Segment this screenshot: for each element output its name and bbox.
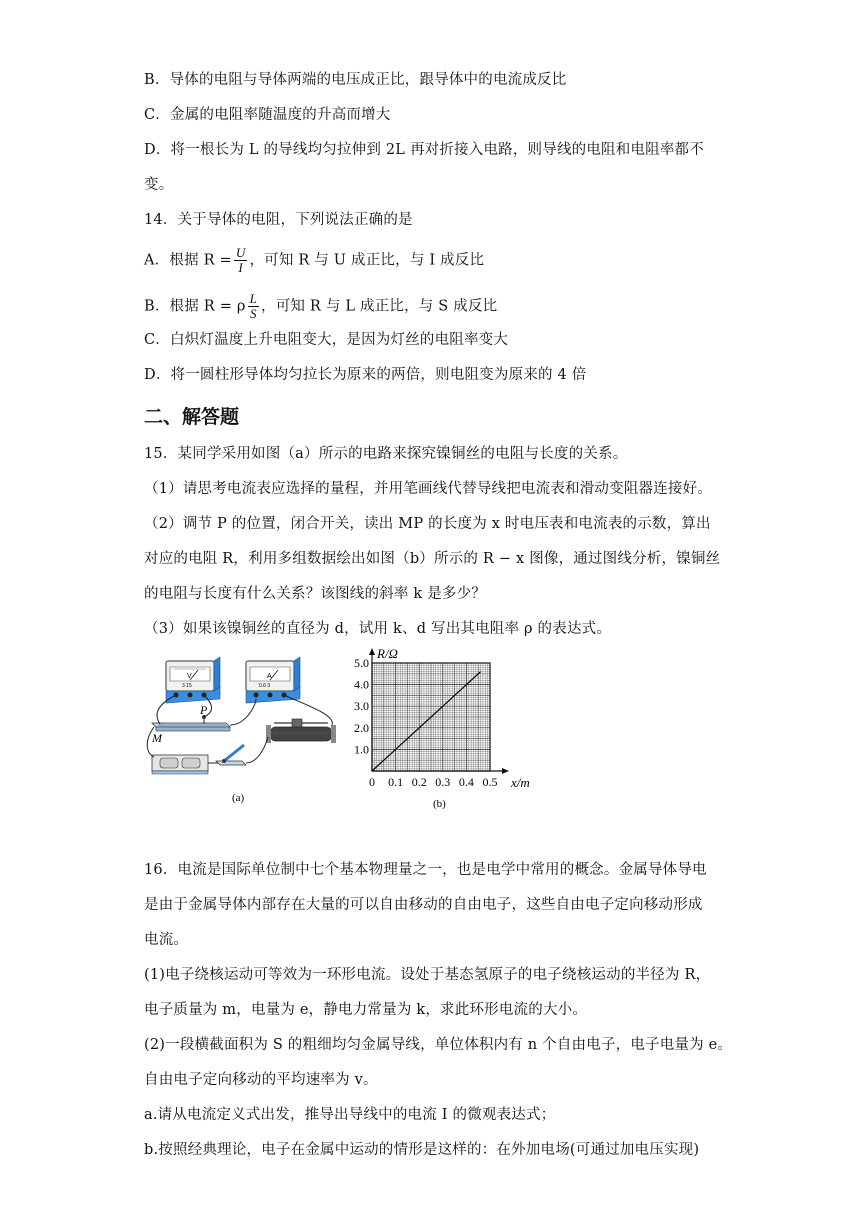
- q15-part1: （1）请思考电流表应选择的量程，并用笔画线代替导线把电流表和滑动变阻器连接好。: [144, 481, 713, 497]
- r-x-chart: [350, 645, 530, 815]
- figure-b-caption: (b): [433, 798, 446, 810]
- q15-part2-line1: （2）调节 P 的位置，闭合开关，读出 MP 的长度为 x 时电压表和电流表的示数，算出: [144, 516, 711, 532]
- y-axis-arrow: [369, 648, 375, 655]
- ammeter-ticks: 0.6 3: [259, 683, 271, 689]
- label-m: M: [152, 731, 162, 745]
- x-axis-label: x/m: [511, 775, 530, 790]
- q16-line3: 电流。: [144, 932, 189, 948]
- q13-option-b: B．导体的电阻与导体两端的电压成正比，跟导体中的电流成反比: [144, 72, 567, 88]
- q13-option-d-line1: D．将一根长为 L 的导线均匀拉伸到 2L 再对折接入电路，则导线的电阻和电阻率都不: [144, 142, 704, 158]
- x-tick-label: 0: [369, 775, 375, 789]
- x-tick-labels: [369, 775, 498, 789]
- y-tick-label: 1.0: [354, 742, 369, 757]
- q14-option-b: [144, 292, 497, 321]
- y-tick-label: 2.0: [354, 720, 369, 735]
- y-tick-label: 5.0: [354, 656, 369, 670]
- y-tick-label: 3.0: [354, 699, 369, 714]
- y-axis-label: R/Ω: [377, 646, 398, 661]
- q15-part2-line2: 对应的电阻 R，利用多组数据绘出如图（b）所示的 R − x 图像，通过图线分析，镍铜丝: [144, 551, 721, 567]
- fraction-numerator: L: [249, 291, 258, 306]
- fraction-denominator: I: [238, 260, 243, 275]
- x-tick-label: 0.3: [435, 775, 451, 789]
- label-p: P: [200, 703, 208, 717]
- figure-a-caption: (a): [232, 792, 245, 804]
- fraction-l-over-s: [248, 292, 259, 321]
- y-tick-labels: [354, 656, 369, 756]
- q14-b-prefix: B．根据 R = ρ: [144, 298, 246, 315]
- x-tick-label: 0.5: [482, 775, 498, 789]
- q14-a-suffix: ，可知 R 与 U 成正比，与 I 成反比: [249, 252, 485, 269]
- q16-part2b: b.按照经典理论，电子在金属中运动的情形是这样的：在外加电场(可通过加电压实现): [144, 1142, 700, 1158]
- switch-icon: [216, 745, 246, 765]
- fraction-denominator: S: [249, 306, 257, 321]
- x-axis-arrow: [502, 768, 509, 774]
- section-heading: 二、解答题: [144, 406, 240, 428]
- circuit-figure-a: [146, 655, 346, 810]
- q14-option-a: [144, 246, 484, 275]
- q13-option-c: C．金属的电阻率随温度的升高而增大: [144, 107, 391, 123]
- q15-part2-line3: 的电阻与长度有什么关系？该图线的斜率 k 是多少？: [144, 586, 487, 602]
- y-tick-label: 4.0: [354, 677, 369, 692]
- ammeter-icon: [246, 657, 300, 703]
- q16-part2-line1: (2)一段横截面积为 S 的粗细均匀金属导线，单位体积内有 n 个自由电子，电子电量为 e。: [144, 1037, 733, 1053]
- q14-b-suffix: ，可知 R 与 L 成正比，与 S 成反比: [261, 298, 498, 315]
- nickel-copper-wire-board: [152, 715, 230, 731]
- x-tick-label: 0.2: [411, 775, 427, 789]
- q16-line1: 16．电流是国际单位制中七个基本物理量之一，也是电学中常用的概念。金属导体导电: [144, 862, 707, 878]
- fraction-u-over-i: [234, 246, 248, 275]
- q16-part2a: a.请从电流定义式出发，推导出导线中的电流 I 的微观表达式；: [144, 1107, 556, 1123]
- q16-line2: 是由于金属导体内部存在大量的可以自由移动的自由电子，这些自由电子定向移动形成: [144, 897, 703, 913]
- q16-part1-line1: (1)电子绕核运动可等效为一环形电流。设处于基态氢原子的电子绕核运动的半径为 R，: [144, 967, 711, 983]
- battery-holder: [152, 755, 208, 774]
- q16-part2-line2: 自由电子定向移动的平均速率为 v。: [144, 1072, 378, 1088]
- q15-part3: （3）如果该镍铜丝的直径为 d，试用 k、d 写出其电阻率 ρ 的表达式。: [144, 621, 612, 637]
- q14-option-d: D．将一圆柱形导体均匀拉长为原来的两倍，则电阻变为原来的 4 倍: [144, 367, 587, 383]
- q14-a-prefix: A．根据 R =: [144, 252, 232, 269]
- q15-stem: 15．某同学采用如图（a）所示的电路来探究镍铜丝的电阻与长度的关系。: [144, 446, 628, 462]
- q14-stem: 14．关于导体的电阻，下列说法正确的是: [144, 212, 413, 228]
- voltmeter-ticks: 3 15: [182, 683, 192, 689]
- q16-part1-line2: 电子质量为 m，电量为 e，静电力常量为 k，求此环形电流的大小。: [144, 1002, 588, 1018]
- fraction-numerator: U: [235, 245, 246, 260]
- q14-option-c: C．白炽灯温度上升电阻变大，是因为灯丝的电阻率变大: [144, 332, 509, 348]
- q13-option-d-line2: 变。: [144, 177, 174, 193]
- x-tick-label: 0.1: [388, 775, 404, 789]
- x-tick-label: 0.4: [458, 775, 474, 789]
- ammeter-label: A: [267, 673, 272, 680]
- voltmeter-label: V: [187, 673, 192, 680]
- rheostat-icon: [266, 719, 336, 743]
